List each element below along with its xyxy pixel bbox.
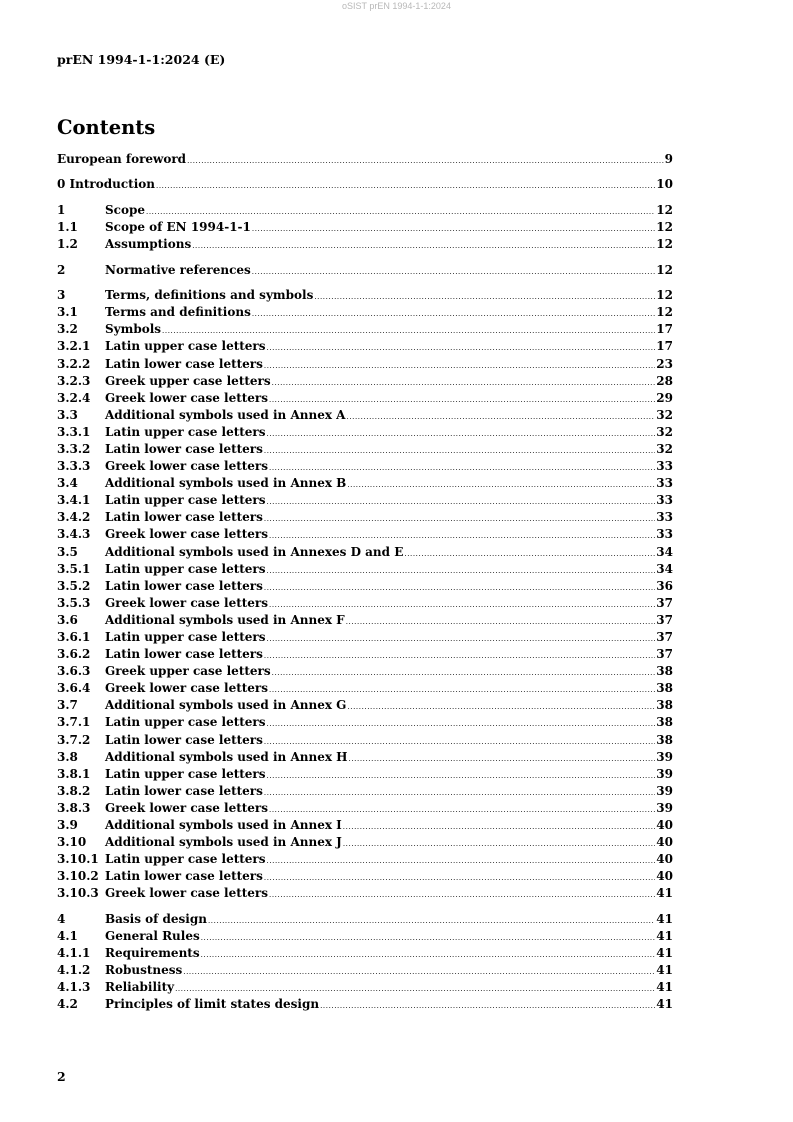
toc-leader-dots	[347, 477, 655, 494]
toc-entry[interactable]	[57, 407, 673, 424]
toc-entry-number: 3.7	[57, 698, 78, 713]
toc-entry-title: Latin upper case letters	[105, 493, 266, 508]
toc-leader-dots	[347, 699, 655, 716]
toc-entry-number: 1	[57, 202, 66, 217]
toc-entry[interactable]	[57, 979, 673, 996]
toc-entry-page: 17	[656, 339, 673, 354]
toc-entry-page: 12	[656, 202, 673, 217]
toc-leader-dots	[264, 443, 655, 460]
toc-entry[interactable]	[57, 262, 673, 279]
toc-entry[interactable]	[57, 356, 673, 373]
toc-entry-page: 12	[656, 305, 673, 320]
toc-entry-page: 12	[656, 237, 673, 252]
toc-leader-dots	[201, 930, 656, 947]
toc-entry[interactable]	[57, 321, 673, 338]
toc-entry-number: 1.1	[57, 220, 78, 235]
toc-entry-title: Symbols	[105, 322, 162, 337]
toc-entry-number: 3.10.1	[57, 852, 99, 867]
toc-entry-page: 39	[656, 749, 673, 764]
table-of-contents	[57, 151, 673, 1013]
toc-entry[interactable]	[57, 663, 673, 680]
toc-leader-dots	[404, 546, 655, 563]
toc-entry-title: Latin lower case letters	[105, 732, 263, 747]
toc-entry-number: 3.2.1	[57, 339, 91, 354]
toc-entry[interactable]	[57, 732, 673, 749]
toc-entry-number: 3.7.1	[57, 715, 91, 730]
toc-entry[interactable]	[57, 962, 673, 979]
toc-leader-dots	[267, 768, 656, 785]
toc-entry-page: 17	[656, 322, 673, 337]
toc-entry[interactable]	[57, 304, 673, 321]
toc-leader-dots	[269, 887, 655, 904]
toc-entry-title: Terms, definitions and symbols	[105, 288, 314, 303]
toc-entry-title: Requirements	[105, 946, 200, 961]
toc-entry-number: 3.3	[57, 407, 78, 422]
toc-entry-number: 3.10.3	[57, 886, 99, 901]
toc-leader-dots	[208, 913, 655, 930]
toc-entry[interactable]	[57, 851, 673, 868]
toc-entry-number: 3.6.4	[57, 681, 91, 696]
toc-leader-dots	[343, 836, 655, 853]
toc-entry-number: 4.1.2	[57, 963, 91, 978]
toc-entry-page: 37	[656, 595, 673, 610]
toc-entry-page: 39	[656, 766, 673, 781]
toc-entry[interactable]	[57, 578, 673, 595]
toc-entry-title: 0 Introduction	[57, 177, 155, 192]
contents-heading: Contents	[57, 116, 156, 139]
toc-entry-title: Principles of limit states design	[105, 997, 320, 1012]
toc-leader-dots	[267, 563, 656, 580]
toc-entry[interactable]	[57, 526, 673, 543]
toc-entry-title: Latin upper case letters	[105, 766, 266, 781]
toc-entry-title: Latin upper case letters	[105, 715, 266, 730]
toc-leader-dots	[201, 947, 656, 964]
toc-leader-dots	[349, 751, 656, 768]
toc-entry-page: 33	[656, 459, 673, 474]
toc-entry-number: 3.2.4	[57, 390, 91, 405]
toc-entry[interactable]	[57, 697, 673, 714]
toc-entry-page: 38	[656, 715, 673, 730]
toc-entry-number: 3.5.3	[57, 595, 91, 610]
toc-entry-page: 33	[656, 510, 673, 525]
toc-leader-dots	[343, 819, 656, 836]
toc-entry[interactable]	[57, 458, 673, 475]
toc-entry[interactable]	[57, 202, 673, 219]
toc-leader-dots	[183, 964, 655, 981]
toc-entry-number: 3.6	[57, 612, 78, 627]
toc-entry-number: 3.8.2	[57, 783, 91, 798]
toc-entry-number: 3.5	[57, 544, 78, 559]
toc-leader-dots	[156, 178, 655, 195]
toc-leader-dots	[264, 648, 655, 665]
toc-entry-number: 3.4	[57, 476, 78, 491]
toc-entry-page: 41	[656, 980, 673, 995]
toc-entry-page: 38	[656, 698, 673, 713]
toc-entry-number: 3.7.2	[57, 732, 91, 747]
toc-entry-title: Additional symbols used in Annex B	[105, 476, 347, 491]
toc-entry-number: 3.6.3	[57, 664, 91, 679]
toc-entry[interactable]	[57, 176, 673, 193]
watermark-text: oSIST prEN 1994-1-1:2024	[342, 1, 451, 11]
toc-entry[interactable]	[57, 680, 673, 697]
toc-leader-dots	[320, 998, 655, 1015]
toc-entry-title: Additional symbols used in Annex J	[105, 835, 342, 850]
toc-entry[interactable]	[57, 783, 673, 800]
toc-entry-number: 4.1	[57, 928, 78, 943]
toc-entry[interactable]	[57, 749, 673, 766]
toc-entry-title: Greek upper case letters	[105, 664, 271, 679]
toc-entry-page: 38	[656, 664, 673, 679]
toc-entry-page: 37	[656, 647, 673, 662]
toc-leader-dots	[272, 665, 656, 682]
page-number: 2	[57, 1069, 66, 1084]
toc-entry-title: Latin lower case letters	[105, 647, 263, 662]
toc-entry[interactable]	[57, 714, 673, 731]
toc-entry-page: 38	[656, 732, 673, 747]
toc-entry[interactable]	[57, 928, 673, 945]
toc-entry-page: 23	[656, 356, 673, 371]
toc-entry-title: Reliability	[105, 980, 175, 995]
toc-entry-title: Assumptions	[105, 237, 192, 252]
toc-entry-title: Greek lower case letters	[105, 595, 269, 610]
toc-entry-number: 3.3.2	[57, 441, 91, 456]
toc-entry-title: General Rules	[105, 928, 200, 943]
toc-leader-dots	[264, 785, 655, 802]
toc-entry-number: 3.9	[57, 818, 78, 833]
toc-entry[interactable]	[57, 373, 673, 390]
toc-entry-title: Additional symbols used in Annex H	[105, 749, 348, 764]
toc-entry-title: Greek lower case letters	[105, 459, 269, 474]
toc-entry-title: Latin lower case letters	[105, 356, 263, 371]
toc-entry-title: Latin upper case letters	[105, 424, 266, 439]
toc-entry[interactable]	[57, 885, 673, 902]
toc-entry-title: Latin upper case letters	[105, 561, 266, 576]
toc-entry-title: Latin upper case letters	[105, 852, 266, 867]
toc-entry-number: 3.4.3	[57, 527, 91, 542]
toc-entry-number: 3.6.1	[57, 630, 91, 644]
toc-entry-title: Latin upper case letters	[105, 339, 266, 354]
toc-entry[interactable]	[57, 338, 673, 355]
toc-leader-dots	[252, 306, 655, 323]
toc-entry-page: 41	[656, 997, 673, 1012]
toc-entry-number: 3.5.1	[57, 561, 91, 576]
toc-entry-number: 4	[57, 911, 66, 926]
toc-entry-title: Scope	[105, 202, 146, 217]
toc-entry-title: Latin lower case letters	[105, 578, 263, 593]
toc-entry[interactable]	[57, 817, 673, 834]
toc-entry[interactable]	[57, 945, 673, 962]
toc-entry-page: 12	[656, 288, 673, 303]
toc-leader-dots	[264, 511, 655, 528]
toc-entry[interactable]	[57, 911, 673, 928]
toc-entry-title: Additional symbols used in Annex A	[105, 407, 346, 422]
toc-entry[interactable]	[57, 509, 673, 526]
toc-leader-dots	[264, 358, 655, 375]
toc-entry[interactable]	[57, 561, 673, 578]
toc-entry-number: 2	[57, 262, 66, 277]
toc-entry[interactable]	[57, 766, 673, 783]
toc-leader-dots	[267, 494, 656, 511]
toc-entry[interactable]	[57, 475, 673, 492]
toc-leader-dots	[252, 264, 656, 281]
toc-entry-page: 37	[656, 630, 673, 644]
toc-entry[interactable]	[57, 441, 673, 458]
toc-entry-page: 32	[656, 407, 673, 422]
toc-entry-title: Additional symbols used in Annexes D and E	[105, 544, 404, 559]
toc-leader-dots	[252, 221, 655, 238]
toc-leader-dots	[264, 580, 655, 597]
toc-entry-title: Latin lower case letters	[105, 441, 263, 456]
toc-entry[interactable]	[57, 834, 673, 851]
toc-entry-title: Greek lower case letters	[105, 886, 269, 901]
toc-entry[interactable]	[57, 236, 673, 253]
toc-entry-number: 3.1	[57, 305, 78, 320]
toc-entry[interactable]	[57, 390, 673, 407]
toc-entry[interactable]	[57, 492, 673, 509]
toc-entry-page: 39	[656, 783, 673, 798]
toc-entry-number: 3.6.2	[57, 647, 91, 662]
toc-entry-title: Robustness	[105, 963, 183, 978]
toc-entry-page: 32	[656, 441, 673, 456]
toc-entry-title: Latin upper case letters	[105, 630, 266, 644]
toc-leader-dots	[187, 153, 664, 170]
toc-entry-number: 3.4.1	[57, 493, 91, 508]
toc-leader-dots	[192, 238, 655, 255]
toc-entry-page: 10	[656, 177, 673, 192]
toc-entry[interactable]	[57, 287, 673, 304]
toc-entry-number: 4.1.1	[57, 946, 91, 961]
toc-entry[interactable]	[57, 868, 673, 885]
toc-entry-title: Greek lower case letters	[105, 681, 269, 696]
toc-leader-dots	[346, 614, 656, 631]
toc-entry-page: 36	[656, 578, 673, 593]
toc-entry-title: Greek upper case letters	[105, 373, 271, 388]
toc-entry-title: Additional symbols used in Annex I	[105, 818, 342, 833]
toc-entry-page: 28	[656, 373, 673, 388]
toc-entry[interactable]	[57, 219, 673, 236]
toc-entry-page: 38	[656, 681, 673, 696]
toc-entry-page: 33	[656, 476, 673, 491]
toc-entry-page: 39	[656, 800, 673, 815]
document-header: prEN 1994-1-1:2024 (E)	[57, 52, 226, 67]
toc-entry-page: 33	[656, 493, 673, 508]
toc-entry-page: 41	[656, 963, 673, 978]
toc-entry[interactable]	[57, 424, 673, 441]
toc-leader-dots	[267, 340, 656, 357]
toc-entry-number: 3.2.2	[57, 356, 91, 371]
toc-leader-dots	[272, 375, 656, 392]
toc-entry-number: 3.10.2	[57, 869, 99, 884]
toc-entry-title: Additional symbols used in Annex F	[105, 612, 345, 627]
toc-leader-dots	[347, 409, 656, 426]
toc-leader-dots	[267, 716, 656, 733]
toc-entry-page: 40	[656, 869, 673, 884]
toc-entry-number: 3.4.2	[57, 510, 91, 525]
toc-entry[interactable]	[57, 800, 673, 817]
toc-entry-page: 40	[656, 852, 673, 867]
toc-entry-number: 3.8.3	[57, 800, 91, 815]
toc-entry-number: 3.2.3	[57, 373, 91, 388]
toc-entry-title: Normative references	[105, 262, 251, 277]
toc-entry-title: Terms and definitions	[105, 305, 251, 320]
toc-entry-number: 3.8	[57, 749, 78, 764]
toc-entry[interactable]	[57, 629, 673, 646]
toc-entry-number: 3.5.2	[57, 578, 91, 593]
toc-entry-title: Latin lower case letters	[105, 869, 263, 884]
toc-entry-page: 40	[656, 835, 673, 850]
toc-entry-title: Additional symbols used in Annex G	[105, 698, 347, 713]
toc-entry-page: 41	[656, 911, 673, 926]
toc-entry-title: Greek lower case letters	[105, 390, 269, 405]
toc-entry-page: 9	[664, 152, 673, 166]
toc-entry-title: Greek lower case letters	[105, 800, 269, 815]
toc-leader-dots	[264, 870, 655, 887]
toc-entry-page: 12	[656, 262, 673, 277]
toc-entry-number: 3.3.3	[57, 459, 91, 474]
toc-entry-page: 41	[656, 946, 673, 961]
toc-entry-page: 34	[656, 544, 673, 559]
toc-entry[interactable]	[57, 151, 673, 168]
toc-entry-page: 33	[656, 527, 673, 542]
toc-entry-number: 3.3.1	[57, 424, 91, 439]
toc-entry-page: 34	[656, 561, 673, 576]
toc-entry-number: 3.8.1	[57, 766, 91, 781]
toc-leader-dots	[314, 289, 655, 306]
toc-entry[interactable]	[57, 595, 673, 612]
toc-entry-page: 40	[656, 818, 673, 833]
toc-entry-number: 3.10	[57, 835, 87, 850]
toc-leader-dots	[267, 853, 656, 870]
toc-entry-page: 37	[656, 612, 673, 627]
toc-entry-number: 4.2	[57, 997, 78, 1012]
toc-entry-number: 4.1.3	[57, 980, 91, 995]
toc-entry-title: Greek lower case letters	[105, 527, 269, 542]
toc-entry-number: 3.2	[57, 322, 78, 337]
toc-entry-page: 32	[656, 424, 673, 439]
toc-entry[interactable]	[57, 544, 673, 561]
toc-entry-title: Basis of design	[105, 911, 207, 926]
toc-leader-dots	[267, 631, 656, 648]
toc-entry-page: 12	[656, 220, 673, 235]
toc-entry-title: Scope of EN 1994-1-1	[105, 220, 251, 235]
toc-entry-page: 29	[656, 390, 673, 405]
toc-leader-dots	[267, 426, 656, 443]
toc-entry-number: 1.2	[57, 237, 78, 252]
toc-entry[interactable]	[57, 612, 673, 629]
toc-entry[interactable]	[57, 646, 673, 663]
toc-entry-title: Latin lower case letters	[105, 783, 263, 798]
toc-entry-title: Latin lower case letters	[105, 510, 263, 525]
toc-entry-page: 41	[656, 928, 673, 943]
toc-entry-number: 3	[57, 288, 66, 303]
toc-entry[interactable]	[57, 996, 673, 1013]
toc-entry-page: 41	[656, 886, 673, 901]
toc-entry-title: European foreword	[57, 152, 187, 166]
